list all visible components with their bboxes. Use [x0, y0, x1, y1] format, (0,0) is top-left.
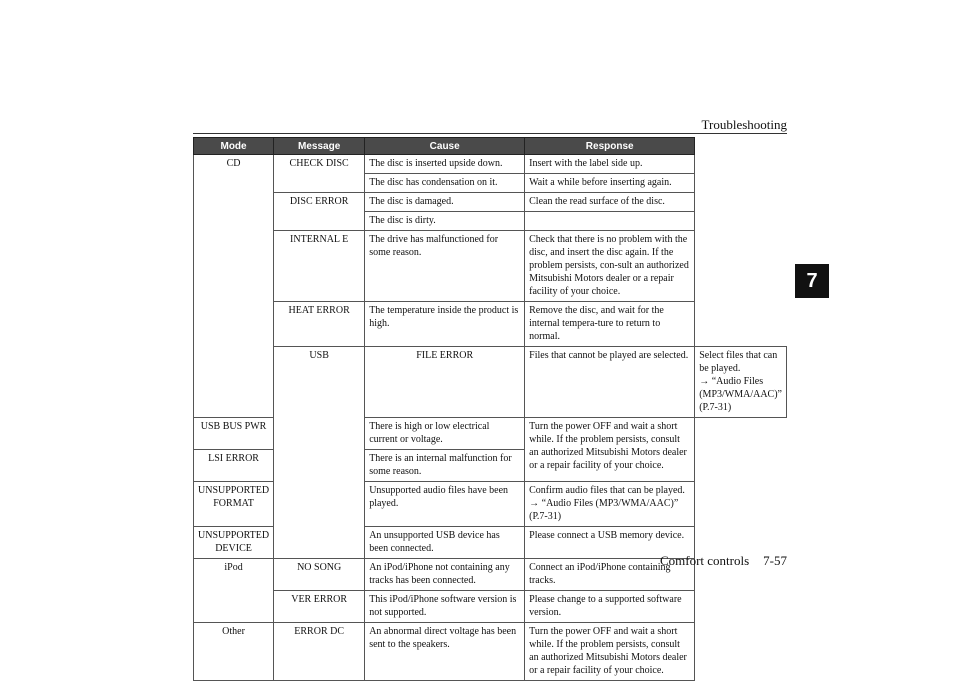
cause-cell: Unsupported audio files have been played.: [365, 482, 525, 527]
response-cell: Clean the read surface of the disc.: [525, 193, 695, 212]
message-line: UNSUPPORTED: [198, 530, 270, 541]
header-divider: [193, 133, 787, 134]
response-cell: Please change to a supported software version.: [525, 591, 695, 623]
response-cell-empty: [525, 212, 695, 231]
cross-reference: → “Audio Files (MP3/WMA/AAC)” (P.7-31): [699, 376, 782, 413]
mode-cell: Other: [194, 623, 274, 681]
cause-cell: This iPod/iPhone software version is not supported.: [365, 591, 525, 623]
table-row: [194, 302, 787, 347]
table-row: [194, 155, 787, 174]
mode-cell: iPod: [194, 559, 274, 623]
message-cell: FILE ERROR: [365, 347, 525, 418]
message-cell: INTERNAL E: [274, 231, 365, 302]
cause-cell: Files that cannot be played are selected.: [525, 347, 695, 418]
cause-cell: The drive has malfunctioned for some reason.: [365, 231, 525, 302]
response-cell: Connect an iPod/iPhone containing tracks.: [525, 559, 695, 591]
cause-cell: There is an internal malfunction for some reason.: [365, 450, 525, 482]
message-cell: VER ERROR: [274, 591, 365, 623]
message-line: UNSUPPORTED: [198, 485, 270, 496]
table-row: [194, 623, 787, 681]
message-cell: [194, 527, 274, 559]
column-header-cause: Cause: [365, 138, 525, 155]
message-cell: CHECK DISC: [274, 155, 365, 193]
cause-cell: The temperature inside the product is high.: [365, 302, 525, 347]
cause-cell: The disc has condensation on it.: [365, 174, 525, 193]
message-cell: USB BUS PWR: [194, 418, 274, 450]
message-line: FORMAT: [213, 498, 254, 509]
cause-cell: The disc is damaged.: [365, 193, 525, 212]
response-cell: Turn the power OFF and wait a short while. If the problem persists, consult an authorized Mitsubishi Motors dealer or a repair facility of your choice.: [525, 623, 695, 681]
table-row: [194, 193, 787, 212]
response-cell: Insert with the label side up.: [525, 155, 695, 174]
mode-cell: USB: [274, 347, 365, 559]
message-cell: ERROR DC: [274, 623, 365, 681]
column-header-mode: Mode: [194, 138, 274, 155]
table-header-row: [194, 138, 787, 155]
message-cell: LSI ERROR: [194, 450, 274, 482]
response-cell: Turn the power OFF and wait a short while. If the problem persists, consult an authorized Mitsubishi Motors dealer or a repair facility of your choice.: [525, 418, 695, 482]
mode-cell: CD: [194, 155, 274, 418]
table-row: [194, 231, 787, 302]
footer-section: Comfort controls: [659, 553, 750, 568]
message-line: DEVICE: [215, 543, 252, 554]
response-line: Select files that can be played.: [699, 350, 778, 374]
cause-cell: The disc is dirty.: [365, 212, 525, 231]
message-cell: HEAT ERROR: [274, 302, 365, 347]
column-header-message: Message: [274, 138, 365, 155]
response-line: Confirm audio files that can be played.: [529, 485, 685, 496]
message-cell: [194, 482, 274, 527]
response-cell: [695, 347, 787, 418]
message-cell: DISC ERROR: [274, 193, 365, 231]
cause-cell: An unsupported USB device has been connected.: [365, 527, 525, 559]
column-header-response: Response: [525, 138, 695, 155]
troubleshooting-table: [193, 137, 787, 681]
page-header-title: Troubleshooting: [701, 117, 787, 132]
page-number: 7-57: [763, 553, 787, 568]
response-cell: Remove the disc, and wait for the internal tempera-ture to return to normal.: [525, 302, 695, 347]
cause-cell: An iPod/iPhone not containing any tracks has been connected.: [365, 559, 525, 591]
cause-cell: An abnormal direct voltage has been sent to the speakers.: [365, 623, 525, 681]
cause-cell: There is high or low electrical current or voltage.: [365, 418, 525, 450]
cause-cell: The disc is inserted upside down.: [365, 155, 525, 174]
table-row: [194, 591, 787, 623]
response-cell: [525, 482, 695, 527]
response-cell: Wait a while before inserting again.: [525, 174, 695, 193]
table-row: [194, 347, 787, 418]
chapter-tab: 7: [795, 264, 829, 298]
response-cell: Check that there is no problem with the disc, and insert the disc again. If the problem persists, con-sult an authorized Mitsubishi Motors dealer or a repair facility of your choice.: [525, 231, 695, 302]
cross-reference: → “Audio Files (MP3/WMA/AAC)” (P.7-31): [529, 498, 679, 522]
message-cell: NO SONG: [274, 559, 365, 591]
page-footer: [600, 553, 787, 569]
response-cell: Please connect a USB memory device.: [525, 527, 695, 559]
